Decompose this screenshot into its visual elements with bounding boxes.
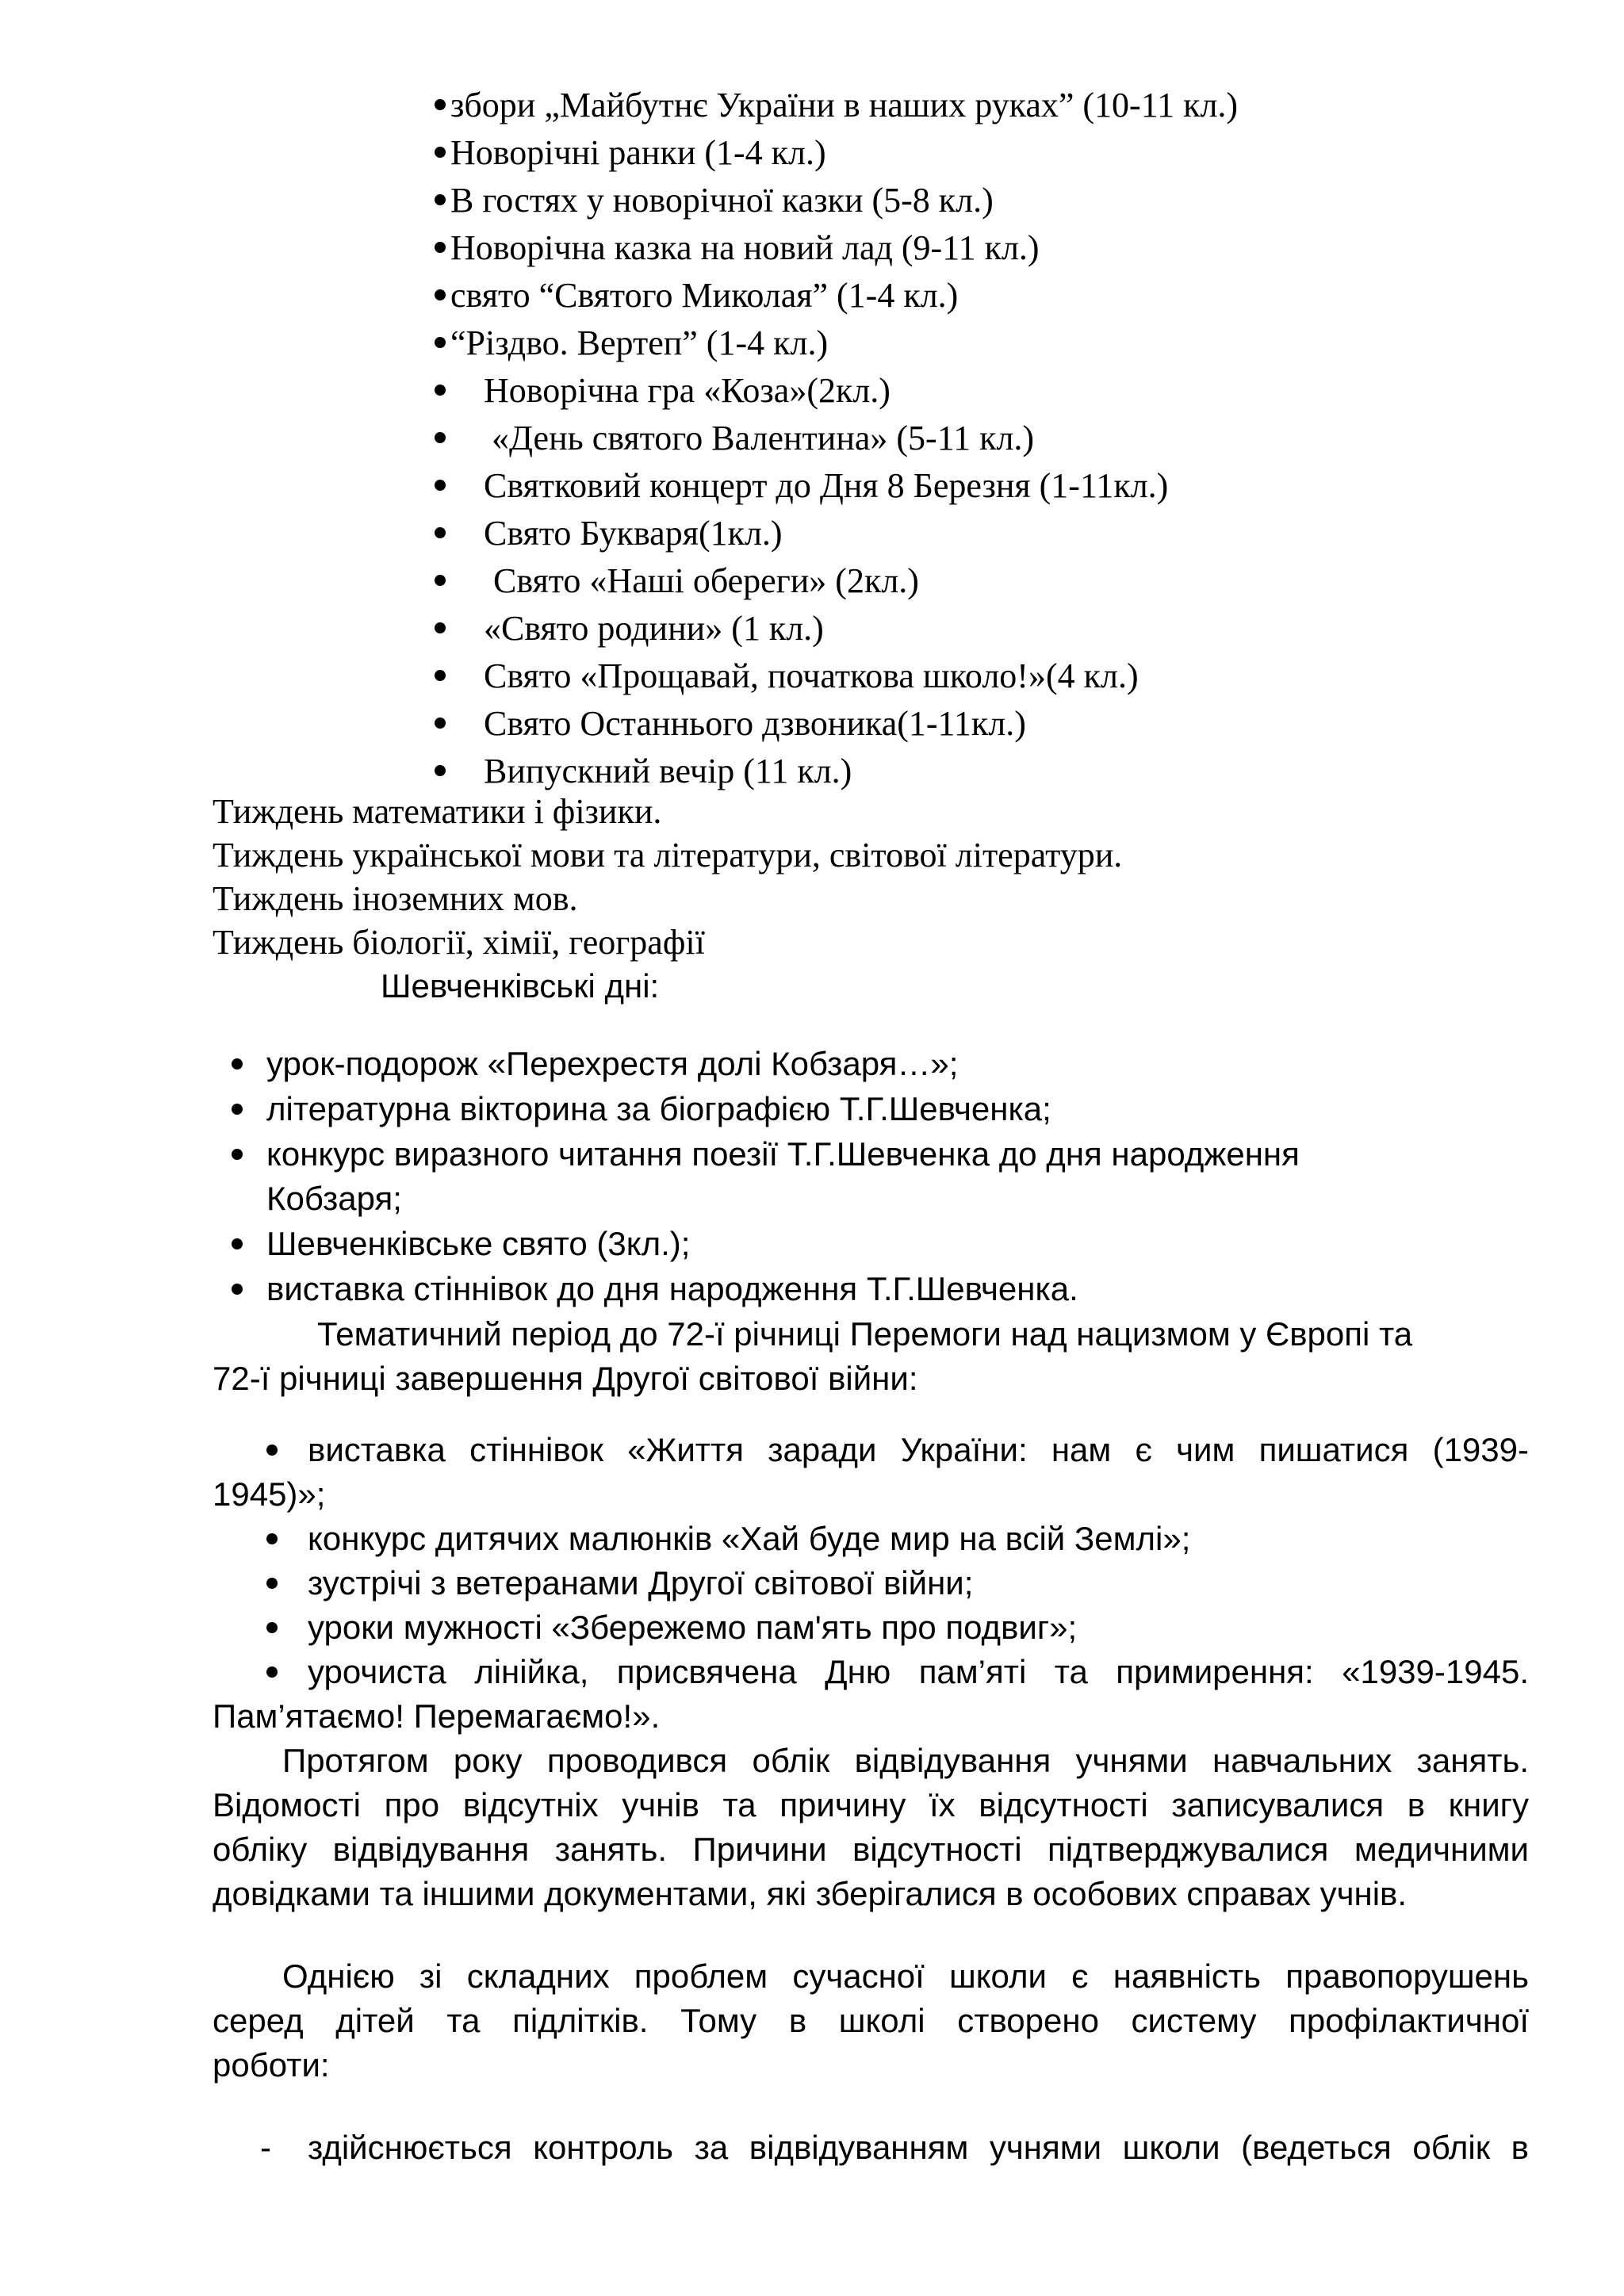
- list-item: урок-подорож «Перехрестя долі Кобзаря…»;: [266, 1045, 959, 1082]
- list-item: виставка стіннівок «Життя заради України: нам є чим пишатися (1939-: [308, 1431, 1529, 1468]
- paragraph-line: обліку відвідування занять. Причини відсутності підтверджувалися медичними: [213, 1831, 1529, 1868]
- list-item-continuation: Пам’ятаємо! Перемагаємо!».: [213, 1697, 661, 1735]
- bullet-icon: [435, 385, 446, 396]
- bullet-icon: [435, 765, 446, 776]
- bullet-icon: [435, 718, 446, 729]
- list-item: «Свято родини» (1 кл.): [484, 609, 824, 648]
- bullet-icon: [435, 242, 446, 253]
- list-item: Свято «Прощавай, початкова школо!»(4 кл.): [484, 656, 1139, 695]
- bullet-icon: [435, 432, 446, 443]
- week-line: Тиждень біології, хімії, географії: [213, 923, 705, 962]
- list-item: Новорічна гра «Коза»(2кл.): [484, 371, 891, 410]
- week-line: Тиждень математики і фізики.: [213, 792, 662, 831]
- list-item-continuation: 1945)»;: [213, 1475, 326, 1513]
- paragraph-line: Тематичний період до 72-ї річниці Перемоги над нацизмом у Європі та: [317, 1315, 1413, 1353]
- list-item: уроки мужності «Збережемо пам'ять про подвиг»;: [308, 1609, 1078, 1646]
- paragraph-line: Однією зі складних проблем сучасної школи є наявність правопорушень: [282, 1957, 1529, 1995]
- list-item: «День святого Валентина» (5-11 кл.): [492, 419, 1035, 457]
- bullet-icon: [266, 1533, 278, 1544]
- list-item: урочиста лінійка, присвячена Дню пам’яті та примирення: «1939-1945.: [308, 1653, 1529, 1690]
- paragraph-line: Протягом року проводився облік відвідування учнями навчальних занять.: [282, 1742, 1529, 1779]
- list-item: Свято Букваря(1кл.): [484, 514, 783, 553]
- bullet-icon: [435, 289, 446, 300]
- paragraph-line: 72-ї річниці завершення Другої світової війни:: [213, 1360, 918, 1397]
- bullet-icon: [435, 575, 446, 586]
- bullet-icon: [435, 480, 446, 491]
- list-item: свято “Святого Миколая” (1-4 кл.): [450, 276, 959, 315]
- dash-marker: -: [260, 2129, 271, 2166]
- section-heading: Шевченківські дні:: [381, 967, 660, 1004]
- paragraph-line: Відомості про відсутніх учнів та причину їх відсутності записувалися в книгу: [213, 1786, 1529, 1823]
- list-item: В гостях у новорічної казки (5-8 кл.): [450, 181, 994, 220]
- bullet-icon: [435, 622, 446, 633]
- list-item: збори „Майбутнє України в наших руках” (10-11 кл.): [450, 86, 1239, 124]
- list-item: конкурс виразного читання поезії Т.Г.Шевченка до дня народження: [266, 1135, 1300, 1173]
- list-item-continuation: Кобзаря;: [266, 1180, 402, 1217]
- list-item: Свято Останнього дзвоника(1-11кл.): [484, 704, 1026, 743]
- list-item: Шевченківське свято (3кл.);: [266, 1225, 691, 1262]
- bullet-icon: [435, 147, 446, 158]
- bullet-icon: [232, 1238, 243, 1249]
- list-item: Новорічні ранки (1-4 кл.): [450, 133, 826, 172]
- bullet-icon: [435, 670, 446, 681]
- bullet-icon: [435, 337, 446, 348]
- list-item: Новорічна казка на новий лад (9-11 кл.): [450, 228, 1040, 267]
- list-item: Свято «Наші обереги» (2кл.): [493, 561, 919, 600]
- week-line: Тиждень іноземних мов.: [213, 879, 578, 918]
- week-line: Тиждень української мови та літератури, світової літератури.: [213, 836, 1123, 874]
- bullet-icon: [232, 1284, 243, 1295]
- bullet-icon: [435, 194, 446, 205]
- bullet-icon: [232, 1149, 243, 1160]
- list-item: Святковий концерт до Дня 8 Березня (1-11кл.): [484, 466, 1169, 505]
- bullet-icon: [232, 1058, 243, 1070]
- bullet-icon: [232, 1104, 243, 1115]
- list-item: зустрічі з ветеранами Другої світової війни;: [308, 1564, 974, 1601]
- list-item: конкурс дитячих малюнків «Хай буде мир на всій Землі»;: [308, 1520, 1191, 1557]
- bullet-icon: [435, 99, 446, 110]
- list-item: “Різдво. Вертеп” (1-4 кл.): [450, 323, 829, 362]
- list-item: здійснюється контроль за відвідуванням учнями школи (ведеться облік в: [308, 2129, 1529, 2166]
- bullet-icon: [435, 527, 446, 538]
- bullet-icon: [266, 1578, 278, 1589]
- paragraph-line: довідками та іншими документами, які зберігалися в особових справах учнів.: [213, 1875, 1408, 1912]
- list-item: Випускний вечір (11 кл.): [484, 752, 852, 790]
- paragraph-line: серед дітей та підлітків. Тому в школі створено систему профілактичної: [213, 2002, 1529, 2039]
- paragraph-line: роботи:: [213, 2046, 330, 2084]
- bullet-icon: [266, 1445, 278, 1456]
- list-item: літературна вікторина за біографією Т.Г.Шевченка;: [266, 1090, 1051, 1127]
- list-item: виставка стіннівок до дня народження Т.Г.Шевченка.: [266, 1270, 1078, 1307]
- bullet-icon: [266, 1667, 278, 1678]
- bullet-icon: [266, 1622, 278, 1633]
